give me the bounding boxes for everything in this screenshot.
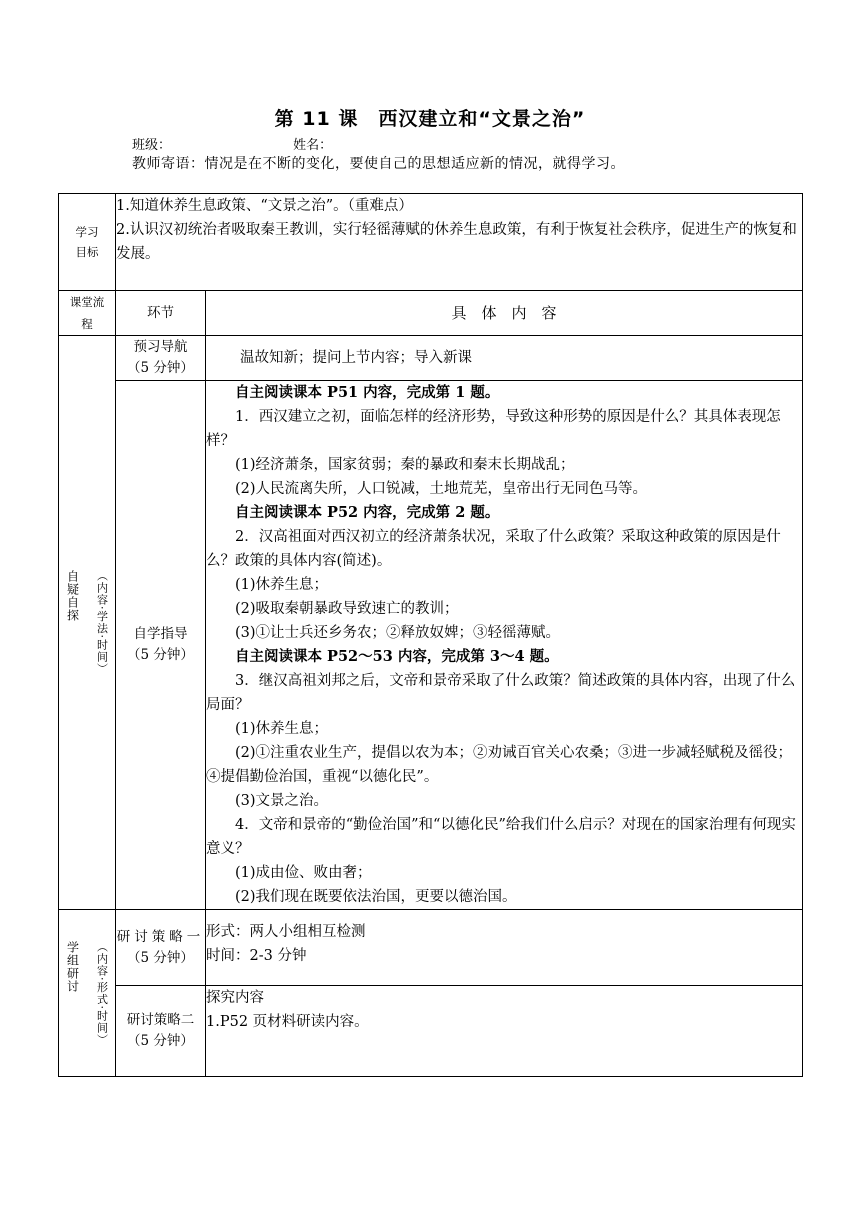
flow-header-row [59,291,803,336]
self-study-content [206,381,803,910]
discussion2-time: （5 分钟） [127,1033,194,1049]
page-title: 第 11 课 西汉建立和“文景之治” [274,108,586,130]
discussion1-row [59,910,803,986]
discussion2-content [206,986,803,1077]
discussion1-stage: 研讨策略一 [116,928,205,945]
question: 1．西汉建立之初，面临怎样的经济形势，导致这种形势的原因是什么？其具体表现怎样？ [206,409,781,449]
student-info [132,134,450,153]
question: 4．文帝和景帝的“勤俭治国”和“以德化民”给我们什么启示？对现在的国家治理有何现实意义？ [206,817,796,857]
discussion2-title: 探究内容 [206,990,264,1006]
answer: (2)我们现在既要依法治国，更要以德治国。 [235,889,517,905]
answer: (1)经济萧条，国家贫弱；秦的暴政和秦末长期战乱； [235,457,575,473]
section2-side [59,910,116,1077]
teacher-motto: 教师寄语：情况是在不断的变化，要使自己的思想适应新的情况，就得学习。 [132,156,625,172]
answer: (3)文景之治。 [235,793,329,809]
self-study-row [59,381,803,910]
question: 2．汉高祖面对西汉初立的经济萧条状况，采取了什么政策？采取这种政策的原因是什么？政策的具体内容(简述)。 [206,529,781,569]
section1-side [59,336,116,910]
lesson-table [58,193,803,1077]
discussion1-content [206,910,803,986]
preview-content: 温故知新；提问上节内容；导入新课 [240,350,472,366]
name-label: 姓名： [293,138,333,153]
section2-sublabel: （内容·形式·时间） [95,940,109,1046]
answer: (2)吸取秦朝暴政导致速亡的教训； [235,601,459,617]
section1-label: 自疑自探 [65,570,80,622]
self-time: （5 分钟） [127,647,194,663]
reading-task: 自主阅读课本 P51 内容，完成第 1 题。 [235,384,500,401]
goals-content [116,194,803,291]
preview-row [59,336,803,381]
self-stage: 自学指导 [133,626,188,642]
answer: (1)休养生息； [235,577,329,593]
class-label: 班级： [132,138,172,153]
section1-sublabel: （内容·学法·时间） [95,570,109,675]
preview-stage: 预习导航 [133,339,188,355]
discussion1-duration: 时间：2-3 分钟 [206,948,307,964]
reading-task: 自主阅读课本 P52～53 内容，完成第 3～4 题。 [235,648,559,665]
discussion2-stage: 研讨策略二 [126,1012,195,1028]
goal-item: 1.知道休养生息政策、“文景之治”。（重难点） [116,198,413,214]
section2-label: 学组研讨 [65,940,80,993]
answer: (3)①让士兵还乡务农；②释放奴婢；③轻徭薄赋。 [235,625,561,641]
answer: (1)成由俭、败由奢； [235,865,372,881]
answer: (1)休养生息； [235,721,329,737]
goal-item: 2.认识汉初统治者吸取秦王教训，实行轻徭薄赋的休养生息政策，有利于恢复社会秩序，促进生产的恢复和发展。 [116,222,797,262]
flow-label: 课堂流程 [69,295,105,331]
reading-task: 自主阅读课本 P52 内容，完成第 2 题。 [235,504,500,521]
discussion2-item: 1.P52 页材料研读内容。 [206,1014,369,1030]
answer: (2)人民流离失所，人口锐减，土地荒芜，皇帝出行无同色马等。 [235,481,648,497]
goals-row [59,194,803,291]
goals-label: 学习目标 [75,225,99,259]
stage-header: 环节 [147,304,174,321]
answer: (2)①注重农业生产，提倡以农为本；②劝诫百官关心农桑；③进一步减轻赋税及徭役；④提倡勤俭治国，重视“以德化民”。 [206,745,793,785]
discussion1-form: 形式：两人小组相互检测 [206,924,366,940]
question: 3．继汉高祖刘邦之后，文帝和景帝采取了什么政策？简述政策的具体内容，出现了什么局面？ [206,673,796,713]
content-header: 具 体 内 容 [451,303,557,322]
preview-time: （5 分钟） [127,360,194,376]
discussion2-row [59,986,803,1077]
discussion1-time: （5 分钟） [127,949,194,966]
